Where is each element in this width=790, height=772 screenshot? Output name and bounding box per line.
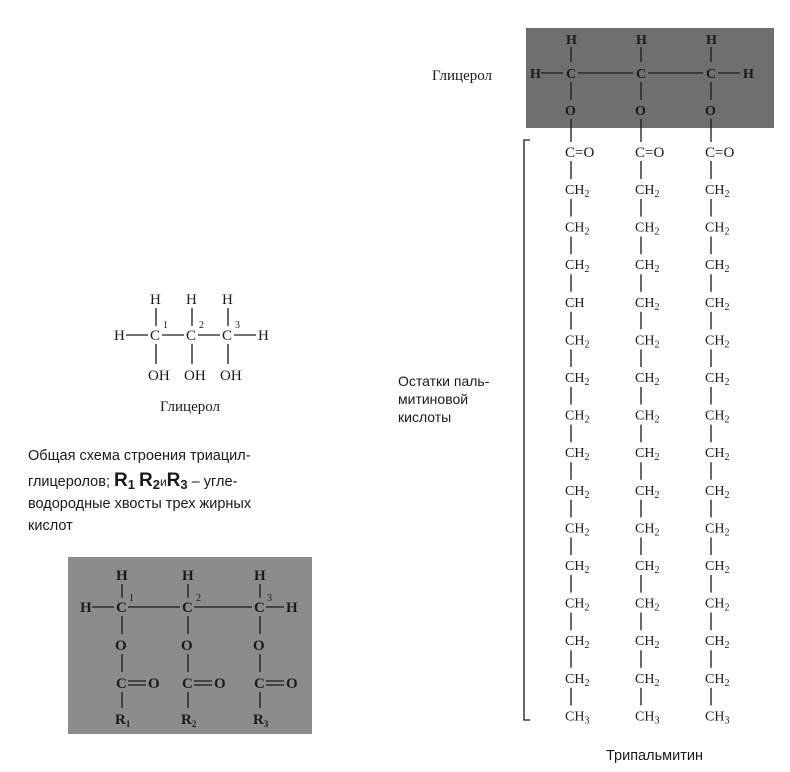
trip-c1: C bbox=[566, 67, 577, 82]
chain-1-unit-3: $CH_2$ bbox=[565, 258, 590, 276]
triacyl-r2: $R_2$ bbox=[181, 712, 197, 729]
chain-2-unit-10: $CH_2$ bbox=[635, 521, 660, 539]
glycerol-num-1: 1 bbox=[163, 320, 168, 331]
glycerol-c1: C bbox=[150, 328, 161, 344]
scheme-line-3: водородные хвосты трех жирных bbox=[28, 496, 252, 512]
residues-bracket bbox=[524, 140, 530, 720]
chain-1-unit-4: CH bbox=[565, 295, 585, 311]
trip-o-2: O bbox=[635, 104, 646, 119]
triacyl-r3: $R_3$ bbox=[253, 712, 269, 729]
chain-3-unit-15: $CH_3$ bbox=[705, 709, 730, 727]
scheme-line-2: глицеролов; R1 $R2^иR3$ – угле- bbox=[28, 470, 238, 492]
tripalmitin-glycerol-box bbox=[526, 28, 774, 128]
tripalmitin-structure bbox=[398, 28, 774, 764]
triacyl-acyl-c-1: C bbox=[116, 676, 127, 692]
chain-1-unit-10: $CH_2$ bbox=[565, 521, 590, 539]
chain-3-unit-3: $CH_2$ bbox=[705, 258, 730, 276]
triacyl-num-3: 3 bbox=[267, 593, 272, 604]
glycerol-num-3: 3 bbox=[235, 320, 240, 331]
chain-3-unit-11: $CH_2$ bbox=[705, 559, 730, 576]
scheme-line-1: Общая схема строения триацил- bbox=[28, 448, 251, 464]
glycerol-h-left: H bbox=[114, 328, 125, 344]
chain-2-unit-14: $CH_2$ bbox=[635, 671, 660, 689]
chain-2-unit-1: $CH_2$ bbox=[635, 183, 660, 200]
chain-2-unit-3: $CH_2$ bbox=[635, 258, 660, 276]
triacylglycerol-scheme bbox=[68, 557, 312, 734]
triacyl-carbonyl-o-2: O bbox=[214, 676, 226, 692]
chain-3-unit-8: $CH_2$ bbox=[705, 446, 730, 464]
glycerol-h-top-1: H bbox=[150, 292, 161, 308]
chain-3-unit-10: $CH_2$ bbox=[705, 521, 730, 539]
trip-h-top-3: H bbox=[706, 33, 717, 48]
chain-3-unit-12: $CH_2$ bbox=[705, 596, 730, 614]
triacyl-acyl-c-3: C bbox=[254, 676, 265, 692]
trip-h-top-2: H bbox=[636, 33, 647, 48]
chain-1-unit-1: $CH_2$ bbox=[565, 183, 590, 200]
triacyl-h-top-3: H bbox=[254, 568, 266, 584]
chain-2-unit-6: $CH_2$ bbox=[635, 371, 660, 388]
chain-2-unit-9: $CH_2$ bbox=[635, 483, 660, 501]
triacyl-r1: $R_1$ bbox=[115, 712, 131, 729]
trip-carbonyl-3: C=O bbox=[705, 145, 735, 161]
tripalmitin-caption: Трипальмитин bbox=[606, 748, 703, 764]
chain-2-unit-12: $CH_2$ bbox=[635, 596, 660, 614]
residues-label-line-1: Остатки паль- bbox=[398, 373, 490, 389]
triacyl-o-1: O bbox=[115, 638, 127, 654]
triacyl-c2: C bbox=[182, 600, 193, 616]
chain-3-unit-14: $CH_2$ bbox=[705, 671, 730, 689]
chain-3-unit-4: $CH_2$ bbox=[705, 295, 730, 313]
chain-1-unit-5: $CH_2$ bbox=[565, 333, 590, 351]
chain-1-unit-8: $CH_2$ bbox=[565, 446, 590, 464]
trip-c2: C bbox=[636, 67, 647, 82]
glycerol-structure bbox=[114, 292, 269, 415]
triacyl-carbonyl-o-3: O bbox=[286, 676, 298, 692]
chain-1-unit-6: $CH_2$ bbox=[565, 371, 590, 388]
glycerol-h-right: H bbox=[258, 328, 269, 344]
glycerol-num-2: 2 bbox=[199, 320, 204, 331]
glycerol-c2: C bbox=[186, 328, 197, 344]
trip-carbonyl-1: C=O bbox=[565, 145, 595, 161]
triacyl-h-left: H bbox=[80, 600, 92, 616]
glycerol-h-top-2: H bbox=[186, 292, 197, 308]
trip-carbonyl-2: C=O bbox=[635, 145, 665, 161]
chain-3-unit-6: $CH_2$ bbox=[705, 371, 730, 388]
glycerol-oh-1: OH bbox=[148, 368, 170, 384]
glycerol-oh-2: OH bbox=[184, 368, 206, 384]
chain-3-unit-5: $CH_2$ bbox=[705, 333, 730, 351]
chain-3-unit-1: $CH_2$ bbox=[705, 183, 730, 200]
trip-h-left: H bbox=[530, 67, 541, 82]
chain-2-unit-15: $CH_3$ bbox=[635, 709, 660, 727]
chain-2-unit-7: $CH_2$ bbox=[635, 408, 660, 426]
chain-3-unit-9: $CH_2$ bbox=[705, 483, 730, 501]
chain-1-unit-14: $CH_2$ bbox=[565, 671, 590, 689]
tripalmitin-glycerol-label: Глицерол bbox=[432, 68, 493, 84]
triacyl-c3: C bbox=[254, 600, 265, 616]
glycerol-oh-3: OH bbox=[220, 368, 242, 384]
trip-o-1: O bbox=[565, 104, 576, 119]
glycerol-h-top-3: H bbox=[222, 292, 233, 308]
chain-3-unit-7: $CH_2$ bbox=[705, 408, 730, 426]
chain-1-unit-9: $CH_2$ bbox=[565, 483, 590, 501]
chain-2-unit-5: $CH_2$ bbox=[635, 333, 660, 351]
chain-1-unit-2: $CH_2$ bbox=[565, 220, 590, 238]
chain-3-unit-13: $CH_2$ bbox=[705, 634, 730, 652]
glycerol-c3: C bbox=[222, 328, 233, 344]
chain-2-unit-8: $CH_2$ bbox=[635, 446, 660, 464]
chain-2-unit-13: $CH_2$ bbox=[635, 634, 660, 652]
triacyl-h-right: H bbox=[286, 600, 298, 616]
palmitic-chains bbox=[565, 161, 729, 726]
trip-o-3: O bbox=[705, 104, 716, 119]
triacyl-o-2: O bbox=[181, 638, 193, 654]
scheme-line-4: кислот bbox=[28, 518, 73, 534]
chain-1-unit-7: $CH_2$ bbox=[565, 408, 590, 426]
residues-label-line-2: митиновой bbox=[398, 391, 469, 407]
trip-h-top-1: H bbox=[566, 33, 577, 48]
triacyl-num-2: 2 bbox=[196, 593, 201, 604]
trip-h-right: H bbox=[743, 67, 754, 82]
glycerol-caption: Глицерол bbox=[160, 399, 221, 415]
chain-1-unit-11: $CH_2$ bbox=[565, 559, 590, 576]
residues-label-line-3: кислоты bbox=[398, 409, 452, 425]
chain-2-unit-2: $CH_2$ bbox=[635, 220, 660, 238]
chain-2-unit-11: $CH_2$ bbox=[635, 559, 660, 576]
chain-2-unit-4: $CH_2$ bbox=[635, 295, 660, 313]
triacyl-o-3: O bbox=[253, 638, 265, 654]
triacyl-acyl-c-2: C bbox=[182, 676, 193, 692]
chain-1-unit-13: $CH_2$ bbox=[565, 634, 590, 652]
triacyl-h-top-1: H bbox=[116, 568, 128, 584]
chain-1-unit-15: $CH_3$ bbox=[565, 709, 590, 727]
scheme-description bbox=[28, 448, 252, 534]
trip-c3: C bbox=[706, 67, 717, 82]
triacyl-c1: C bbox=[116, 600, 127, 616]
chain-3-unit-2: $CH_2$ bbox=[705, 220, 730, 238]
triacyl-carbonyl-o-1: O bbox=[148, 676, 160, 692]
chain-1-unit-12: $CH_2$ bbox=[565, 596, 590, 614]
triacyl-h-top-2: H bbox=[182, 568, 194, 584]
triacyl-num-1: 1 bbox=[129, 593, 134, 604]
